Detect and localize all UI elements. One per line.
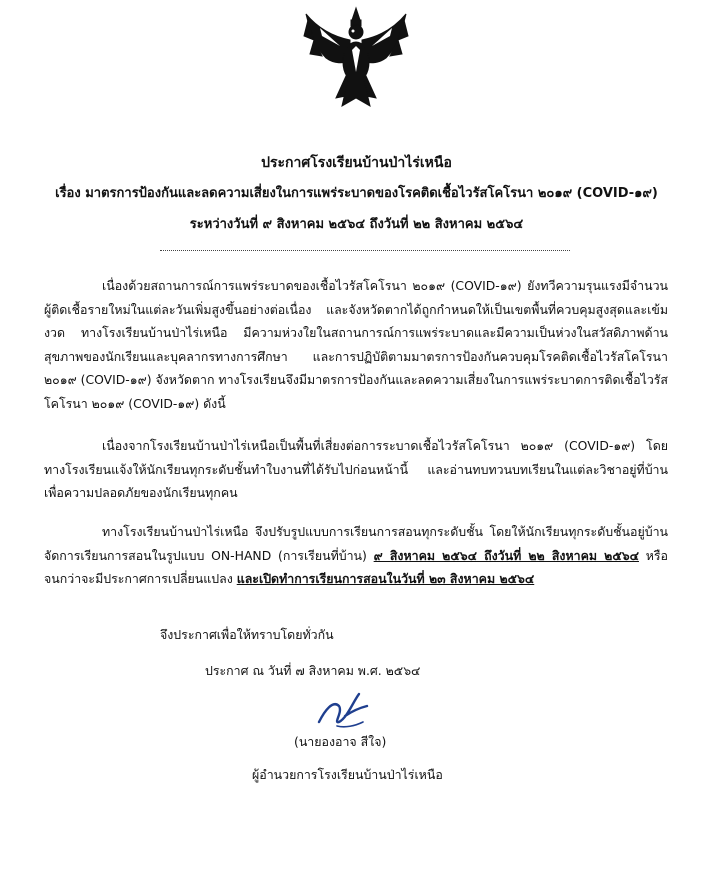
announcement-subject: เรื่อง มาตรการป้องกันและลดความเสี่ยงในการแพร่ระบาดของโรคติดเชื้อไวรัสโคโรนา ๒๐๑๙ (COVID-๑๙) <box>55 186 658 201</box>
signer-title: ผู้อำนวยการโรงเรียนบ้านป่าไร่เหนือ <box>252 767 443 782</box>
reopen-date: และเปิดทำการเรียนการสอนในวันที่ ๒๓ สิงหาคม ๒๕๖๔ <box>236 571 535 587</box>
announcement-period: ระหว่างวันที่ ๙ สิงหาคม ๒๕๖๔ ถึงวันที่ ๒๒ สิงหาคม ๒๕๖๔ <box>189 217 524 232</box>
paragraph-1-text: เนื่องด้วยสถานการณ์การแพร่ระบาดของเชื้อไวรัสโคโรนา ๒๐๑๙ (COVID-๑๙) ยังทวีความรุนแรงมีจำนวนผู้ติดเชื้อรายใหม่ในแต่ละวันเพิ่มสูงขึ้นอย่างต่อเนื่อง และจังหวัดตากได้ถูกกำหนดให้เป็นเขตพื้นที่ควบคุมสูงสุดและเข้มงวด ทางโรงเรียนบ้านป่าไร่เหนือ มีความห่วงใยในสถานการณ์การแพร่ระบาดและมีความเป็นห่วงในสวัสดิภาพด้านสุขภาพของนักเรียนและบุคลากรทางการศึกษา และการปฏิบัติตามมาตรการป้องกันควบคุมโรคติดเชื้อไวรัสโคโรนา ๒๐๑๙ (COVID-๑๙) จังหวัดตาก ทางโรงเรียนจึงมีมาตรการป้องกันและลดความเสี่ยงในการแพร่ระบาดการติดเชื้อไวรัสโคโรนา ๒๐๑๙ (COVID-๑๙) ดังนี้ <box>44 278 668 411</box>
paragraph-3-middle: หรือจนกว่าจะมีประกาศการเปลี่ยนแปลง <box>44 547 668 587</box>
paragraph-2 <box>44 434 668 505</box>
paragraph-3-text: ทางโรงเรียนบ้านป่าไร่เหนือ จึงปรับรูปแบบการเรียนการสอนทุกระดับชั้น โดยให้นักเรียนทุกระดับชั้นอยู่บ้าน จัดการเรียนการสอนในรูปแบบ ON-HAND (การเรียนที่บ้าน) <box>44 524 668 563</box>
closure-dates: ๙ สิงหาคม ๒๕๖๔ ถึงวันที่ ๒๒ สิงหาคม ๒๕๖๔ <box>373 547 639 563</box>
garuda-emblem-icon <box>300 6 412 110</box>
paragraph-2-text: เนื่องจากโรงเรียนบ้านป่าไร่เหนือเป็นพื้นที่เสี่ยงต่อการระบาดเชื้อไวรัสโคโรนา ๒๐๑๙ (COVID-๑๙) โดยทางโรงเรียนแจ้งให้นักเรียนทุกระดับชั้นทำใบงานที่ได้รับไปก่อนหน้านี้ และอ่านทบทวนบทเรียนในแต่ละวิชาอยู่ที่บ้าน เพื่อความปลอดภัยของนักเรียนทุกคน <box>44 438 668 501</box>
announcement-title: ประกาศโรงเรียนบ้านป่าไร่เหนือ <box>261 155 452 171</box>
signer-name: (นายองอาจ สีใจ) <box>294 734 387 749</box>
dotted-divider <box>160 250 570 251</box>
paragraph-3 <box>44 520 668 591</box>
paragraph-1 <box>44 274 668 416</box>
announcement-date: ประกาศ ณ วันที่ ๗ สิงหาคม พ.ศ. ๒๕๖๔ <box>205 663 421 678</box>
handwritten-signature <box>315 686 371 734</box>
announce-line: จึงประกาศเพื่อให้ทราบโดยทั่วกัน <box>160 627 334 642</box>
